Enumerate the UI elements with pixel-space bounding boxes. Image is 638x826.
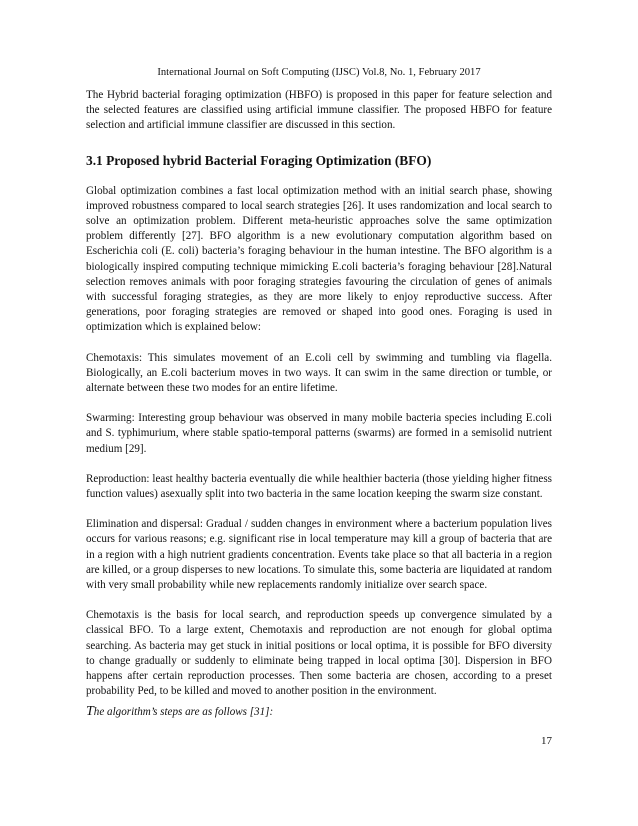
- paragraph-chemotaxis: Chemotaxis: This simulates movement of an E.coli cell by swimming and tumbling via flagella. Biologically, an E.coli bacterium moves in two ways. It can swim in the same direction or tumble, or alternate between these two modes for an entire lifetime.: [86, 351, 552, 395]
- page-number: 17: [541, 735, 552, 747]
- steps-text: he algorithm’s steps are as follows [31]:: [93, 705, 274, 718]
- paragraph-global-optimization: Global optimization combines a fast local optimization method with an initial search phase, showing improved robustness compared to local search strategies [26]. It uses randomization and local search to solve an optimization problem. Different meta-heuristic approaches solve the same optimization problem differently [27]. BFO algorithm is a new evolutionary computation algorithm based on Escherichia coli (E. coli) bacteria’s foraging behaviour in the human intestine. The BFO algorithm is a biologically inspired computing technique mimicking E.coli bacteria’s foraging behaviour [28].Natural selection removes animals with poor foraging strategies favouring the circulation of genes of animals with successful foraging strategies, as they are more likely to enjoy reproductive success. After generations, poor foraging strategies are removed or shaped into good ones. Foraging is used in optimization which is explained below:: [86, 184, 552, 334]
- page-body: [86, 88, 552, 720]
- paragraph-chemotaxis-basis: Chemotaxis is the basis for local search, and reproduction speeds up convergence simulated by a classical BFO. To a large extent, Chemotaxis and reproduction are not enough for global optima searching. As bacteria may get stuck in initial positions or local optima, it is possible for BFO diversity to change gradually or suddenly to eliminate being trapped in local optima [30]. Dispersion in BFO happens after certain reproduction processes. Then some bacteria are chosen, according to a preset probability Ped, to be killed and moved to another position in the environment.: [86, 609, 552, 698]
- paragraph-elimination-dispersal: Elimination and dispersal: Gradual / sudden changes in environment where a bacterium population lives occurs for various reasons; e.g. significant rise in local temperature may kill a group of bacteria that are in a region with a high nutrient gradients concentration. Events take place so that all bacteria in a region are killed, or a group disperses to new locations. To simulate this, some bacteria are liquidated at random with very small probability while new replacements randomly initialize over search space.: [86, 518, 552, 592]
- paragraph-reproduction: Reproduction: least healthy bacteria eventually die while healthier bacteria (those yielding higher fitness function values) asexually split into two bacteria in the same location keeping the swarm size constant.: [86, 472, 552, 501]
- paragraph-swarming: Swarming: Interesting group behaviour was observed in many mobile bacteria species including E.coli and S. typhimurium, where stable spatio-temporal patterns (swarms) are formed in a semisolid nutrient medium [29].: [86, 412, 552, 455]
- section-heading: 3.1 Proposed hybrid Bacterial Foraging Optimization (BFO): [86, 152, 432, 168]
- steps-initial-letter: T: [86, 703, 94, 719]
- intro-paragraph: The Hybrid bacterial foraging optimization (HBFO) is proposed in this paper for feature selection and the selected features are classified using artificial immune classifier. The proposed HBFO for feature selection and artificial immune classifier are discussed in this section.: [86, 89, 552, 132]
- algorithm-steps-intro: [86, 704, 552, 720]
- running-header: International Journal on Soft Computing (IJSC) Vol.8, No. 1, February 2017: [157, 67, 481, 78]
